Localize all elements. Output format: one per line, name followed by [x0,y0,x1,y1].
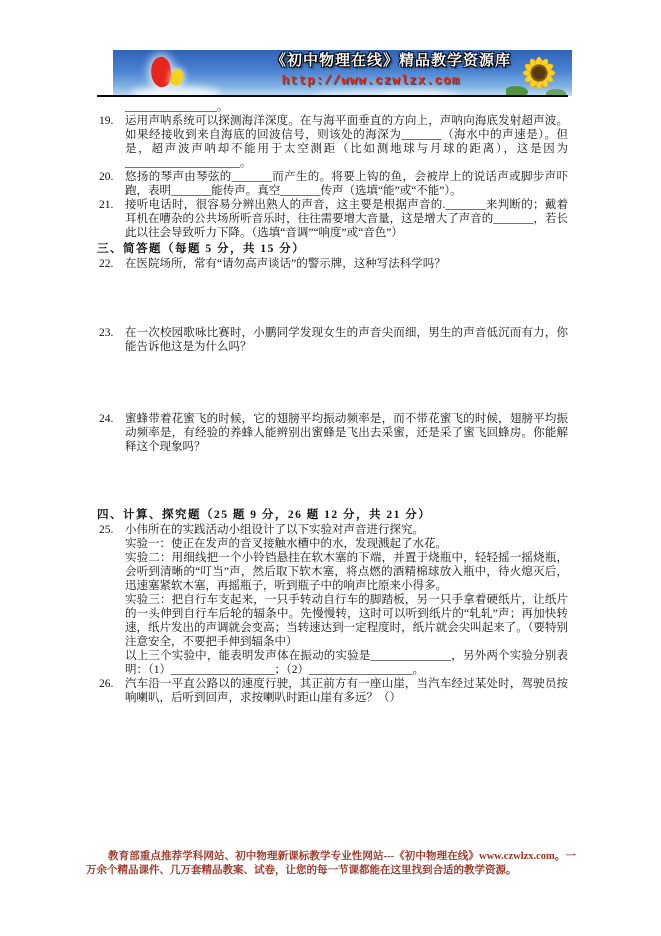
section-heading-3: 三、简答题（每题 5 分，共 15 分） [97,243,306,255]
question-25-conclusion: 以上三个实验中，能表明发声体在振动的实验是______________，另外两个实验分别表明：（1）__________________；（2）__________________。 [125,650,568,676]
question-20-number: 20. [99,171,114,183]
question-number [97,100,125,114]
question-24 [97,412,568,454]
header-divider [97,95,568,97]
question-21-text: 接听电话时，很容易分辨出熟人的声音，这主要是根据声音的._______来判断的；戴着耳机在嘈杂的公共场所听音乐时，往往需要增大音量，这是增大了声音的_______，若长此以往会导致听力下降。（选填“音调”“响度”或“音色”） [125,199,568,239]
question-21-number: 21. [99,199,114,211]
question-24-number: 24. [99,413,114,425]
question-25-experiment-1: 实验一：使正在发声的音叉接触水槽中的水，发现溅起了水花。 [125,538,447,550]
question-24-text: 蜜蜂带着花蜜飞的时候，它的翅膀平均振动频率是，而不带花蜜飞的时候，翅膀平均振动频率是，有经验的养蜂人能辨别出蜜蜂是飞出去采蜜，还是采了蜜飞回蜂房。你能解释这个现象吗？ [125,413,568,453]
question-20-text: 悠扬的琴声由琴弦的_______而产生的。将要上钩的鱼，会被岸上的说话声或脚步声吓跑，表明_______能传声。真空_______传声（选填“能”或“不能”）。 [125,171,568,197]
banner-url: http://www.czwlzx.com [281,74,461,88]
question-23 [97,326,568,354]
question-22-text: 在医院场所，常有“请勿高声谈话”的警示牌，这种写法科学吗？ [125,258,446,270]
question-25 [97,523,568,677]
question-22 [97,257,568,271]
question-25-intro: 小伟所在的实践活动小组设计了以下实验对声音进行探究。 [125,524,424,536]
fill-blank-tail-line [97,100,568,114]
question-23-number: 23. [99,327,114,339]
sunflower-icon [506,52,568,96]
question-23-text: 在一次校园歌咏比赛时，小鹏同学发现女生的声音尖而细，男生的声音低沉而有力，你能告诉他这是为什么吗？ [125,327,568,353]
flame-red-shape [149,55,174,88]
question-26-text: 汽车沿一平直公路以的速度行驶，其正前方有一座山崖，当汽车经过某处时，驾驶员按响喇叭，后听到回声，求按喇叭时距山崖有多远？（） [125,678,568,704]
question-19-number: 19. [99,115,114,127]
question-22-number: 22. [99,258,114,270]
question-19-text: 运用声呐系统可以探测海洋深度。在与海平面垂直的方向上，声呐向海底发射超声波。如果经接收到来自海底的回波信号，则该处的海深为_______（海水中的声速是）。但是，超声波声呐却不能用于太空测距（比如测地球与月球的距离），这是因为____________________。 [125,115,568,169]
question-25-body [125,523,568,677]
section-heading-4: 四、计算、探究题（25 题 9 分，26 题 12 分，共 21 分） [97,509,432,521]
question-26 [97,677,568,705]
flame-yellow-shape [169,68,186,88]
question-19 [97,114,568,170]
question-26-number: 26. [99,678,114,690]
site-logo-icon [147,55,193,93]
fill-blank-text: ________________。 [125,101,229,113]
question-25-number: 25. [99,524,114,536]
question-20 [97,170,568,198]
banner-title: 《初中物理在线》精品教学资源库 [270,53,511,69]
question-25-experiment-3: 实验三：把自行车支起来，一只手转动自行车的脚踏板，另一只手拿着硬纸片，让纸片的一头伸到自行车后轮的辐条中。先慢慢转，这时可以听到纸片的“轧轧”声；再加快转速，纸片发出的声调就会变高；当转速达到一定程度时，纸片就会尖叫起来了。（要特别注意安全，不要把手伸到辐条中） [125,594,568,648]
site-banner [113,50,572,96]
site-footer-note: 教育部重点推荐学科网站、初中物理新课标教学专业性网站---《初中物理在线》www.czwlzx.com。一万余个精品课件、几万套精品教案、试卷，让您的每一节课都能在这里找到合适的教学资源。 [86,851,576,876]
question-21 [97,198,568,240]
exam-content [97,100,568,705]
question-25-experiment-2: 实验二：用细线把一个小铃铛悬挂在软木塞的下端，并置于烧瓶中，轻轻摇一摇烧瓶，会听到清晰的“叮当”声，然后取下软木塞，将点燃的酒精棉球放入瓶中，待火熄灭后，迅速塞紧软木塞，再摇瓶子，听到瓶子中的响声比原来小得多。 [125,552,568,592]
